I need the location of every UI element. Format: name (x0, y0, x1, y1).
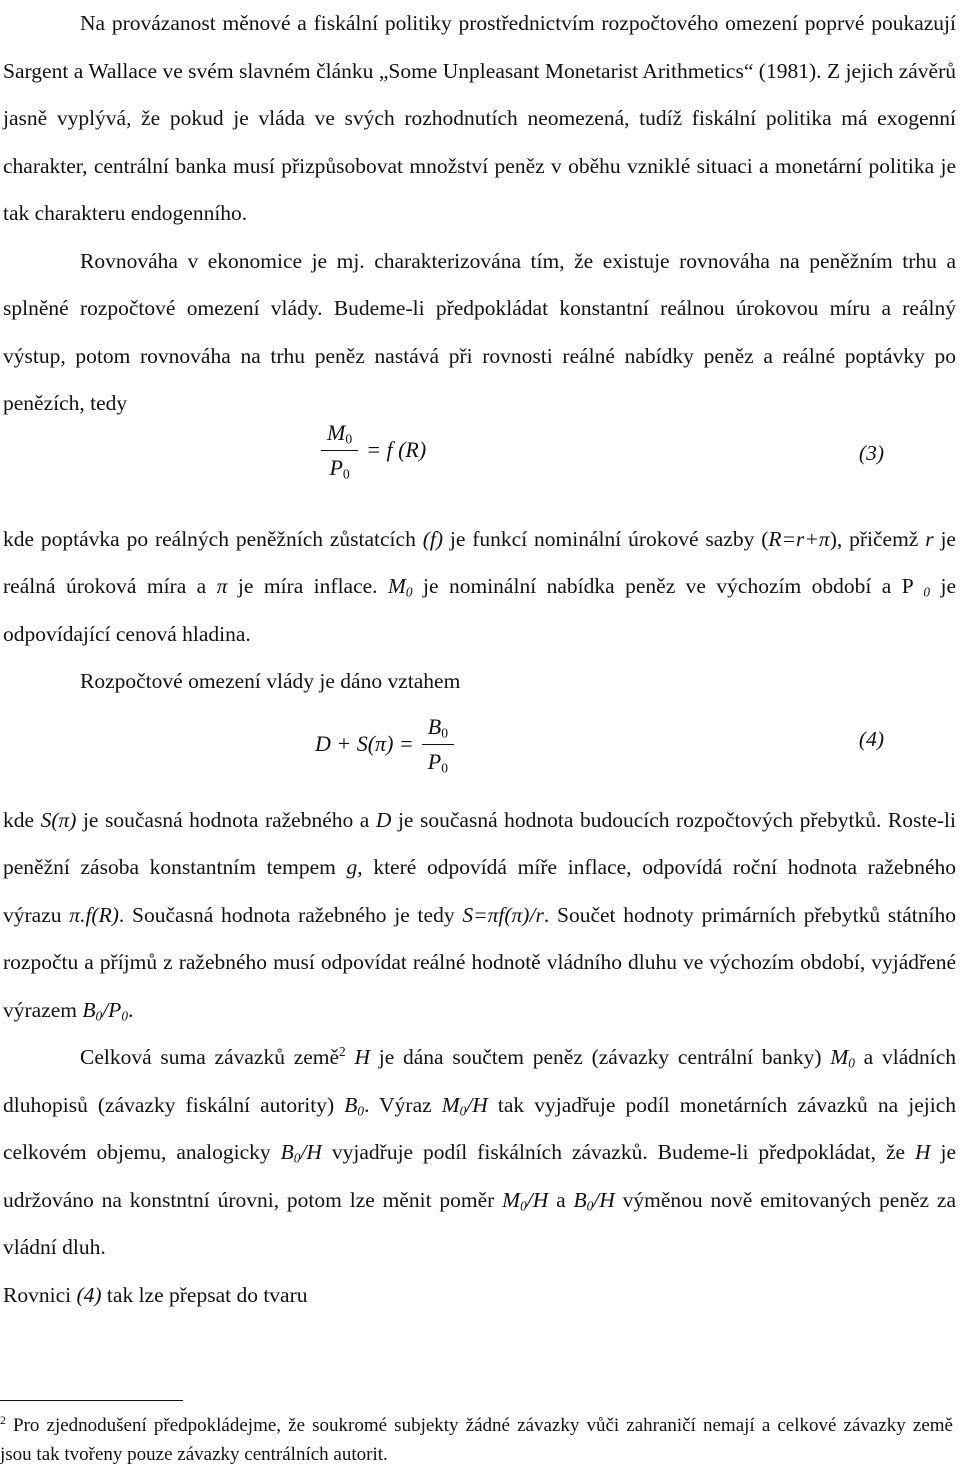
paragraph-money-demand: kde poptávka po reálných peněžních zůstatcích (f) je funkcí nominální úrokové sazby (R=r+π), přičemž r je reálná úroková míra a π je míra inflace. $M_0$ je nominální nabídka peněz ve výchozím období a P $_0$ je odpovídající cenová hladina. (3, 526, 957, 646)
equation-4-numerator: $B_0$ (422, 712, 454, 745)
document-page (3, 0, 956, 1319)
equation-4-lhs: D + S(π) = (315, 731, 414, 756)
paragraph-budget-constraint-intro: Rozpočtové omezení vlády je dáno vztahem (80, 669, 461, 693)
equation-3-fraction (321, 418, 358, 483)
equation-4 (3, 702, 956, 797)
equation-3 (3, 418, 956, 516)
equation-3-expression (313, 418, 426, 483)
equation-4-denominator: $P_0$ (427, 748, 449, 775)
equation-3-rhs: = f (R) (366, 437, 427, 462)
footnote-text: Pro zjednodušení předpokládejme, že soukromé subjekty žádné závazky vůči zahraničí nemají a celkové závazky země jsou tak tvořeny pouze závazky centrálních autorit. (0, 1415, 953, 1465)
paragraph-total-liabilities: Celková suma závazků země$^2$ H je dána součtem peněz (závazky centrální banky) $M_0$ a vládních dluhopisů (závazky fiskální autority) $B_0$. Výraz $M_0/H$ tak vyjadřuje podíl monetárních závazků na jejich celkovém objemu, analogicky $B_0/H$ vyjadřuje podíl fiskálních závazků. Budeme-li předpokládat, že H je udržováno na konstntní úrovni, potom lze měnit poměr $M_0/H$ a $B_0/H$ výměnou nově emitovaných peněz za vládní dluh. (3, 1044, 957, 1259)
equation-3-numerator: $M_0$ (321, 418, 358, 451)
paragraph-sargent-wallace: Na provázanost měnové a fiskální politiky prostřednictvím rozpočtového omezení poprvé poukazují Sargent a Wallace ve svém slavném článku „Some Unpleasant Monetarist Arithmetics“ (1981). Z jejich závěrů jasně vyplývá, že pokud je vláda ve svých rozhodnutích neomezená, tudíž fiskální politika má exogenní charakter, centrální banka musí přizpůsobovat množství peněz v oběhu vzniklé situaci a monetární politika je tak charakteru endogenního. (3, 11, 956, 225)
equation-4-expression (315, 712, 462, 777)
paragraph-rewrite-equation: Rovnici (4) tak lze přepsat do tvaru (3, 1282, 308, 1307)
footnote-mark: 2 (0, 1413, 6, 1427)
equation-4-fraction (422, 712, 454, 777)
equation-4-number: (4) (858, 726, 884, 751)
footnote-reference[interactable]: 2 (339, 1044, 346, 1060)
footnote (0, 1412, 953, 1469)
footnote-divider (0, 1400, 183, 1401)
paragraph-seigniorage: kde S(π) je současná hodnota ražebného a D je současná hodnota budoucích rozpočtových přebytků. Roste-li peněžní zásoba konstantním tempem g, které odpovídá míře inflace, odpovídá roční hodnota ražebného výrazu π.f(R). Současná hodnota ražebného je tedy S=πf(π)/r. Součet hodnoty primárních přebytků státního rozpočtu a příjmů z ražebného musí odpovídat reálné hodnotě vládního dluhu ve výchozím období, vyjádřené výrazem $B_0/P_0$. (3, 807, 956, 1023)
paragraph-equilibrium: Rovnováha v ekonomice je mj. charakterizována tím, že existuje rovnováha na peněžním trhu a splněné rozpočtové omezení vlády. Budeme-li předpokládat konstantní reálnou úrokovou míru a reálný výstup, potom rovnováha na trhu peněz nastává při rovnosti reálné nabídky peněz a reálné poptávky po penězích, tedy (3, 248, 956, 415)
equation-3-number: (3) (858, 440, 884, 465)
equation-3-denominator: $P_0$ (329, 454, 350, 481)
